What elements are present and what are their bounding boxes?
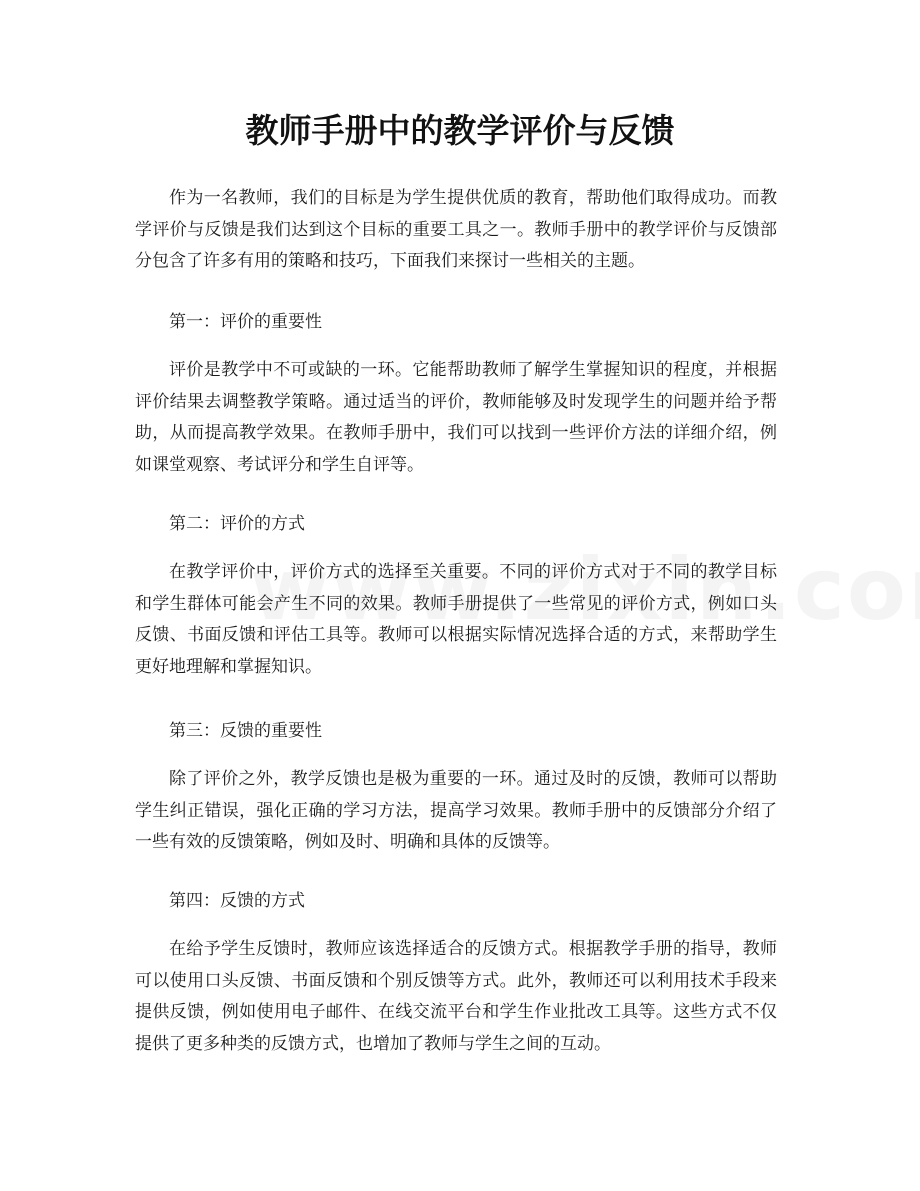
section-body-3: 除了评价之外，教学反馈也是极为重要的一环。通过及时的反馈，教师可以帮助学生纠正错误，强化正确的学习方法，提高学习效果。教师手册中的反馈部分介绍了一些有效的反馈策略，例如及时、明确和具体的反馈等。 xyxy=(135,769,777,852)
section-heading-4: 第四：反馈的方式 xyxy=(169,891,305,911)
section-heading-1: 第一：评价的重要性 xyxy=(169,312,322,332)
section-body-1: 评价是教学中不可或缺的一环。它能帮助教师了解学生掌握知识的程度，并根据评价结果去调整教学策略。通过适当的评价，教师能够及时发现学生的问题并给予帮助，从而提高教学效果。在教师手册中，我们可以找到一些评价方法的详细介绍，例如课堂观察、考试评分和学生自评等。 xyxy=(135,360,777,475)
section-heading-3: 第三：反馈的重要性 xyxy=(169,721,322,741)
intro-paragraph: 作为一名教师，我们的目标是为学生提供优质的教育，帮助他们取得成功。而教学评价与反馈是我们达到这个目标的重要工具之一。教师手册中的教学评价与反馈部分包含了许多有用的策略和技巧，下面我们来探讨一些相关的主题。 xyxy=(135,188,777,271)
page-title: 教师手册中的教学评价与反馈 xyxy=(245,111,675,150)
section-heading-2: 第二：评价的方式 xyxy=(169,514,305,534)
section-body-2: 在教学评价中，评价方式的选择至关重要。不同的评价方式对于不同的教学目标和学生群体可能会产生不同的效果。教师手册提供了一些常见的评价方式，例如口头反馈、书面反馈和评估工具等。教师可以根据实际情况选择合适的方式，来帮助学生更好地理解和掌握知识。 xyxy=(135,562,777,677)
section-body-4: 在给予学生反馈时，教师应该选择适合的反馈方式。根据教学手册的指导，教师可以使用口头反馈、书面反馈和个别反馈等方式。此外，教师还可以利用技术手段来提供反馈，例如使用电子邮件、在线交流平台和学生作业批改工具等。这些方式不仅提供了更多种类的反馈方式，也增加了教师与学生之间的互动。 xyxy=(135,939,777,1054)
